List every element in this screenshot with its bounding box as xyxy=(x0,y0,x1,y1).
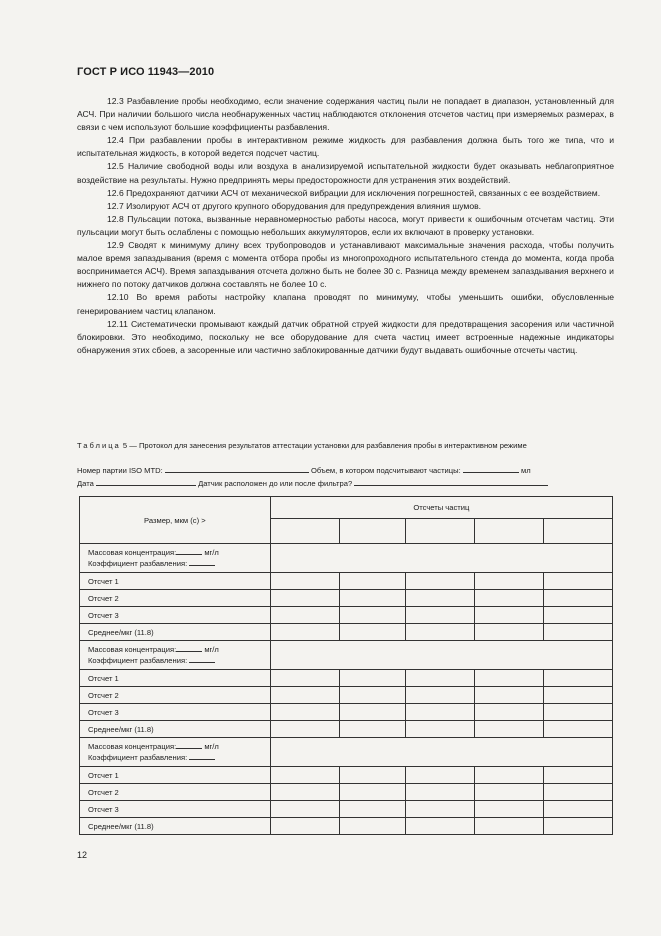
group-span-cell xyxy=(270,641,612,670)
count-cell[interactable] xyxy=(406,784,475,801)
table-caption xyxy=(77,440,614,451)
group-span-cell xyxy=(270,738,612,767)
mass-unit: мг/л xyxy=(204,548,219,557)
group-header-row xyxy=(80,544,613,573)
table-row xyxy=(80,607,613,624)
count-cell[interactable] xyxy=(270,687,339,704)
size-cell[interactable] xyxy=(270,519,339,544)
count-cell[interactable] xyxy=(475,801,544,818)
count-cell[interactable] xyxy=(406,767,475,784)
size-cell[interactable] xyxy=(339,519,406,544)
count-cell[interactable] xyxy=(270,801,339,818)
count-cell[interactable] xyxy=(406,818,475,835)
count-cell[interactable] xyxy=(406,573,475,590)
count-cell[interactable] xyxy=(270,721,339,738)
batch-label: Номер партии ISO MTD: xyxy=(77,466,163,475)
row-label: Отсчет 3 xyxy=(80,801,271,818)
count-cell[interactable] xyxy=(339,767,406,784)
count-cell[interactable] xyxy=(270,704,339,721)
count-cell[interactable] xyxy=(475,590,544,607)
row-label: Отсчет 2 xyxy=(80,687,271,704)
count-cell[interactable] xyxy=(339,624,406,641)
paragraph-12-4: 12.4 При разбавлении пробы в интерактивном режиме жидкость для разбавления должна быть того же типа, что и испытательная жидкость, в которой ведется подсчет частиц. xyxy=(77,135,614,159)
sensor-label: Датчик расположен до или после фильтра? xyxy=(198,479,353,488)
count-cell[interactable] xyxy=(406,590,475,607)
batch-volume-line xyxy=(77,464,614,476)
count-cell[interactable] xyxy=(544,670,613,687)
row-label: Среднее/мкг (11.8) xyxy=(80,818,271,835)
mass-label: Массовая концентрация: xyxy=(88,742,177,751)
group-conditions xyxy=(80,738,271,767)
row-label: Среднее/мкг (11.8) xyxy=(80,624,271,641)
count-cell[interactable] xyxy=(544,801,613,818)
table-caption-number: 5 xyxy=(122,441,128,450)
count-cell[interactable] xyxy=(339,607,406,624)
sensor-field[interactable] xyxy=(354,477,548,486)
count-cell[interactable] xyxy=(475,624,544,641)
count-cell[interactable] xyxy=(339,818,406,835)
count-cell[interactable] xyxy=(475,818,544,835)
volume-field[interactable] xyxy=(463,464,519,473)
row-label: Отсчет 1 xyxy=(80,767,271,784)
mass-unit: мг/л xyxy=(204,742,219,751)
count-cell[interactable] xyxy=(339,704,406,721)
dilution-label: Коэффициент разбавления: xyxy=(88,559,188,568)
row-label: Отсчет 2 xyxy=(80,784,271,801)
count-cell[interactable] xyxy=(475,721,544,738)
count-cell[interactable] xyxy=(475,670,544,687)
table-row xyxy=(80,721,613,738)
count-cell[interactable] xyxy=(544,624,613,641)
count-cell[interactable] xyxy=(544,704,613,721)
count-cell[interactable] xyxy=(475,607,544,624)
date-field[interactable] xyxy=(96,477,196,486)
row-label: Среднее/мкг (11.8) xyxy=(80,721,271,738)
dilution-field[interactable] xyxy=(189,752,215,760)
count-cell[interactable] xyxy=(270,573,339,590)
count-cell[interactable] xyxy=(544,607,613,624)
table-row xyxy=(80,670,613,687)
dilution-label: Коэффициент разбавления: xyxy=(88,753,188,762)
count-cell[interactable] xyxy=(339,573,406,590)
count-cell[interactable] xyxy=(406,687,475,704)
count-cell[interactable] xyxy=(406,721,475,738)
table-row xyxy=(80,801,613,818)
size-cell[interactable] xyxy=(544,519,613,544)
date-sensor-line xyxy=(77,477,614,489)
count-cell[interactable] xyxy=(406,801,475,818)
count-cell[interactable] xyxy=(270,818,339,835)
table-row xyxy=(80,704,613,721)
mass-field[interactable] xyxy=(176,741,202,749)
count-cell[interactable] xyxy=(406,624,475,641)
table-caption-label: Таблица xyxy=(77,441,121,450)
count-cell[interactable] xyxy=(406,670,475,687)
count-cell[interactable] xyxy=(475,573,544,590)
size-cell[interactable] xyxy=(406,519,475,544)
paragraph-12-3: 12.3 Разбавление пробы необходимо, если значение содержания частиц пыли не попадает в диапазон, установленный для АСЧ. При наличии большого числа необнаруженных частиц наблюдаются отклонения отсчетов частиц при измеряемых размерах, в связи с чем используют большие коэффициенты разбавления. xyxy=(77,96,614,133)
mass-label: Массовая концентрация: xyxy=(88,548,177,557)
count-cell[interactable] xyxy=(339,784,406,801)
count-cell[interactable] xyxy=(270,784,339,801)
group-header-row xyxy=(80,641,613,670)
count-cell[interactable] xyxy=(544,721,613,738)
protocol-table xyxy=(79,496,613,835)
count-cell[interactable] xyxy=(270,590,339,607)
row-label: Отсчет 2 xyxy=(80,590,271,607)
count-cell[interactable] xyxy=(475,687,544,704)
paragraph-12-8: 12.8 Пульсации потока, вызванные неравномерностью работы насоса, могут привести к ошибочным отсчетам частиц. Эти пульсации могут быть ослаблены с помощью небольших аккумуляторов, если их включают в проверку установки. xyxy=(77,213,614,237)
group-conditions xyxy=(80,544,271,573)
paragraph-12-7: 12.7 Изолируют АСЧ от другого крупного оборудования для предупреждения влияния шумов. xyxy=(107,200,482,211)
volume-unit: мл xyxy=(520,466,531,475)
count-cell[interactable] xyxy=(406,607,475,624)
count-cell[interactable] xyxy=(339,721,406,738)
dilution-label: Коэффициент разбавления: xyxy=(88,656,188,665)
row-label: Отсчет 1 xyxy=(80,670,271,687)
count-cell[interactable] xyxy=(544,767,613,784)
count-cell[interactable] xyxy=(475,767,544,784)
group-span-cell xyxy=(270,544,612,573)
table-row xyxy=(80,590,613,607)
page-number: 12 xyxy=(77,850,88,860)
count-cell[interactable] xyxy=(544,784,613,801)
group-header-row xyxy=(80,738,613,767)
body-text xyxy=(77,95,614,357)
row-label: Отсчет 3 xyxy=(80,607,271,624)
paragraph-12-5: 12.5 Наличие свободной воды или воздуха в анализируемой испытательной жидкости будет оказывать неблагоприятное воздействие на результаты. Нужно предпринять меры предосторожности для устранения этих воздействий. xyxy=(77,161,614,185)
row-label: Отсчет 1 xyxy=(80,573,271,590)
count-cell[interactable] xyxy=(406,704,475,721)
mass-field[interactable] xyxy=(176,547,202,555)
count-cell[interactable] xyxy=(544,573,613,590)
counts-header: Отсчеты частиц xyxy=(270,497,612,519)
table-row xyxy=(80,573,613,590)
volume-label: Объем, в котором подсчитывают частицы: xyxy=(310,466,461,475)
count-cell[interactable] xyxy=(544,687,613,704)
count-cell[interactable] xyxy=(270,670,339,687)
paragraph-12-11: 12.11 Систематически промывают каждый датчик обратной струей жидкости для предотвращения засорения или частичной блокировки. Это необходимо, поскольку не все оборудование для счета частиц имеет встроенные надежные индикаторы обнаружения этих сбоев, а засоренные или частично заблокированные датчики будут выдавать ошибочные отсчеты частиц. xyxy=(77,318,614,355)
count-cell[interactable] xyxy=(544,818,613,835)
count-cell[interactable] xyxy=(475,704,544,721)
table-row xyxy=(80,784,613,801)
mass-field[interactable] xyxy=(176,644,202,652)
count-cell[interactable] xyxy=(339,801,406,818)
mass-unit: мг/л xyxy=(204,645,219,654)
standard-header: ГОСТ Р ИСО 11943—2010 xyxy=(77,66,215,78)
count-cell[interactable] xyxy=(339,670,406,687)
size-cell[interactable] xyxy=(475,519,544,544)
size-header: Размер, мкм (с) > xyxy=(80,497,271,544)
table-caption-text: — Протокол для занесения результатов аттестации установки для разбавления пробы в интерактивном режиме xyxy=(127,441,527,450)
count-cell[interactable] xyxy=(544,590,613,607)
count-cell[interactable] xyxy=(339,590,406,607)
table-row xyxy=(80,624,613,641)
count-cell[interactable] xyxy=(270,607,339,624)
table-row xyxy=(80,687,613,704)
count-cell[interactable] xyxy=(270,624,339,641)
batch-field[interactable] xyxy=(165,464,309,473)
count-cell[interactable] xyxy=(475,784,544,801)
paragraph-12-9: 12.9 Сводят к минимуму длину всех трубопроводов и устанавливают максимальные значения расхода, чтобы получить малое время запаздывания (время с момента отбора пробы из многопроходного испытательного стенда до момента, когда проба воспринимается АСЧ). Время запаздывания отсчета должно быть не более 30 с. Разница между временем запаздывания верхнего и нижнего по потоку датчиков должна составлять не более 10 с. xyxy=(77,240,614,290)
table-row xyxy=(80,767,613,784)
mass-label: Массовая концентрация: xyxy=(88,645,177,654)
paragraph-12-10: 12.10 Во время работы настройку клапана проводят по минимуму, чтобы уменьшить ошибки, обусловленные генерированием частиц клапаном. xyxy=(77,292,614,316)
date-label: Дата xyxy=(77,479,94,488)
count-cell[interactable] xyxy=(339,687,406,704)
paragraph-12-6: 12.6 Предохраняют датчики АСЧ от механической вибрации для исключения погрешностей, связанных с ее воздействием. xyxy=(107,187,601,198)
dilution-field[interactable] xyxy=(189,655,215,663)
group-conditions xyxy=(80,641,271,670)
dilution-field[interactable] xyxy=(189,558,215,566)
table-row xyxy=(80,818,613,835)
row-label: Отсчет 3 xyxy=(80,704,271,721)
count-cell[interactable] xyxy=(270,767,339,784)
